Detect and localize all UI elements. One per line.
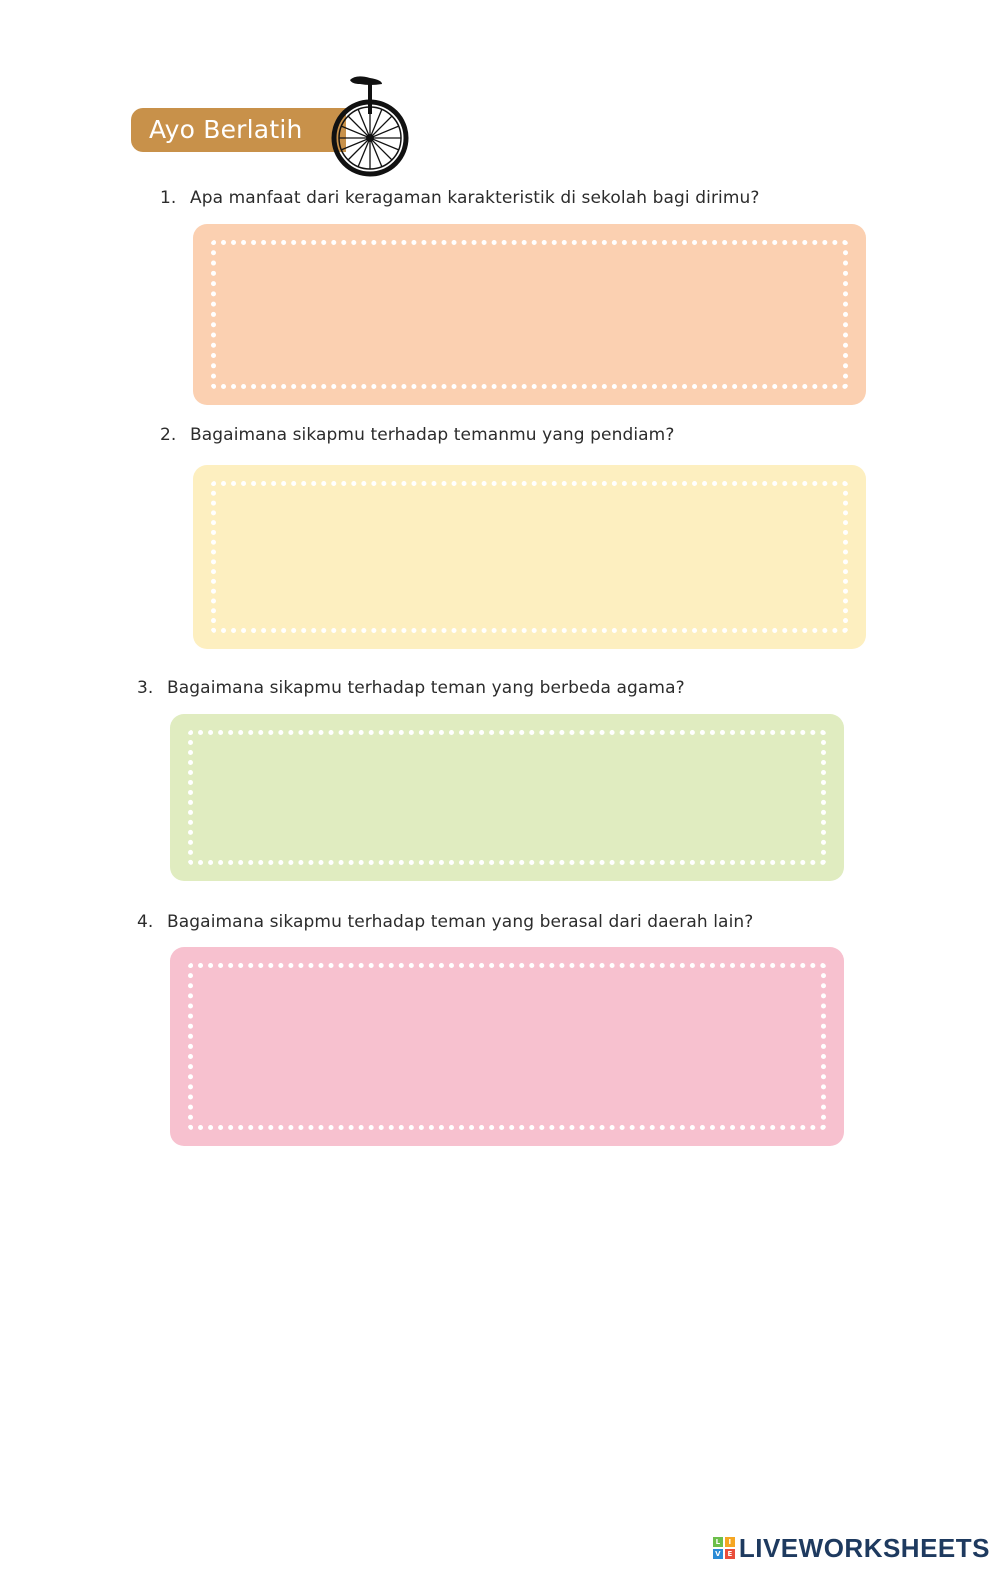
- answer-input-2[interactable]: [223, 493, 836, 621]
- question-text: Bagaimana sikapmu terhadap temanmu yang pendiam?: [190, 425, 675, 445]
- question-4: [137, 912, 753, 932]
- question-text: Bagaimana sikapmu terhadap teman yang berasal dari daerah lain?: [167, 912, 754, 932]
- answer-input-4[interactable]: [200, 975, 814, 1118]
- question-3: [137, 678, 685, 698]
- answer-input-1[interactable]: [223, 252, 836, 377]
- answer-box-1[interactable]: [193, 224, 866, 405]
- section-title-banner: [131, 108, 346, 152]
- question-number: 4.: [137, 912, 154, 932]
- question-number: 2.: [160, 425, 177, 445]
- question-1: [160, 188, 760, 208]
- question-text: Apa manfaat dari keragaman karakteristik di sekolah bagi dirimu?: [190, 188, 760, 208]
- question-2: [160, 425, 674, 445]
- logo-mark-icon: L I V E: [713, 1537, 735, 1559]
- answer-box-3[interactable]: [170, 714, 844, 881]
- answer-input-3[interactable]: [200, 742, 814, 853]
- unicycle-icon: [330, 72, 414, 178]
- question-number: 3.: [137, 678, 154, 698]
- logo-text: LIVEWORKSHEETS: [738, 1532, 990, 1563]
- liveworksheets-logo[interactable]: [713, 1532, 990, 1564]
- question-number: 1.: [160, 188, 177, 208]
- answer-box-4[interactable]: [170, 947, 844, 1146]
- question-text: Bagaimana sikapmu terhadap teman yang berbeda agama?: [167, 678, 685, 698]
- section-title: Ayo Berlatih: [149, 115, 303, 144]
- answer-box-2[interactable]: [193, 465, 866, 649]
